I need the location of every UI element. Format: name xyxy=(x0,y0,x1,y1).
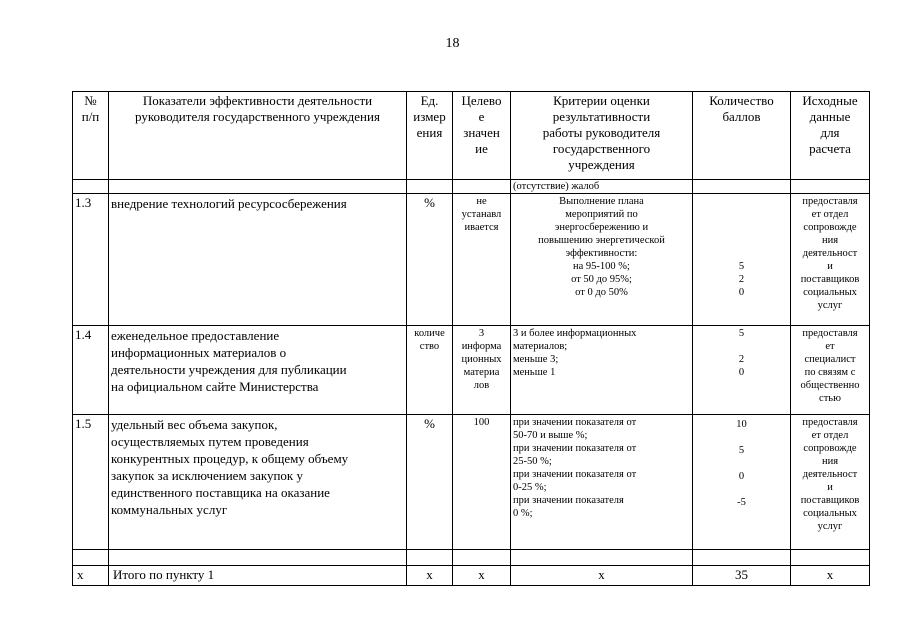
cell-line: поставщиков xyxy=(800,495,860,506)
cell-line: 50-70 и выше %; xyxy=(513,430,588,441)
cell-line: Выполнение плана xyxy=(559,196,644,207)
cell-line: 3 xyxy=(478,328,485,339)
cell-line: ие xyxy=(475,141,488,156)
cell-line: ет xyxy=(825,341,835,352)
cell-line xyxy=(695,340,788,353)
cell-line: информационных материалов о xyxy=(111,345,287,360)
cell-line: Целево xyxy=(461,93,502,108)
cell-line: № xyxy=(84,93,97,108)
row-criteria xyxy=(511,326,693,415)
header-indicator xyxy=(109,92,407,180)
cell-line: при значении показателя от xyxy=(513,443,637,454)
cell-line: мероприятий по xyxy=(565,209,638,220)
row-points xyxy=(693,194,791,326)
header-criteria xyxy=(511,92,693,180)
cell-line: лов xyxy=(473,380,490,391)
total-source: х xyxy=(791,566,870,586)
cell-line: поставщиков xyxy=(800,274,860,285)
total-points: 35 xyxy=(693,566,791,586)
cell-line: ционных xyxy=(461,354,502,365)
cell-line: ство xyxy=(419,341,440,352)
header-row xyxy=(73,92,870,180)
row-unit xyxy=(407,415,453,550)
row-indicator xyxy=(109,194,407,326)
cell-line: 5 xyxy=(738,328,745,339)
cell-line: социальных xyxy=(803,508,857,519)
cell-line: повышению энергетической xyxy=(538,235,665,246)
cell-line xyxy=(695,208,788,221)
row-unit xyxy=(407,326,453,415)
row-target xyxy=(453,194,511,326)
cell-line: 0 xyxy=(738,471,745,482)
row-num: 1.3 xyxy=(73,194,109,326)
row-criteria xyxy=(511,415,693,550)
cell-line: единственного поставщика на оказание xyxy=(111,485,330,500)
cell-line: закупок за исключением закупок у xyxy=(111,468,303,483)
cell-line: и xyxy=(827,261,833,272)
cell-line: ет отдел xyxy=(811,209,849,220)
cell-line: 0 xyxy=(738,287,745,298)
cell-line: 2 xyxy=(738,354,745,365)
cell-line: п/п xyxy=(81,109,100,124)
cell-line: устанавл xyxy=(461,209,502,220)
cell-line: услуг xyxy=(817,521,843,532)
cell-line: 100 xyxy=(473,417,490,428)
cell-line: 0 xyxy=(738,367,745,378)
indicators-table xyxy=(72,91,870,586)
cell-line: деятельност xyxy=(802,248,858,259)
cell-line: социальных xyxy=(803,287,857,298)
cell-line: от 50 до 95%; xyxy=(571,274,632,285)
cell-line: при значении показателя от xyxy=(513,417,637,428)
cell-line: 5 xyxy=(738,445,745,456)
table-row xyxy=(73,415,870,550)
header-target xyxy=(453,92,511,180)
cell-line: по связям с xyxy=(804,367,856,378)
header-points xyxy=(693,92,791,180)
cell-line: 0-25 %; xyxy=(513,482,547,493)
cell-line: специалист xyxy=(804,354,856,365)
total-target: х xyxy=(453,566,511,586)
cell-line: деятельности учреждения для публикации xyxy=(111,362,347,377)
cell-line: услуг xyxy=(817,300,843,311)
cell-line: Ед. xyxy=(420,93,439,108)
cell-line: внедрение технологий ресурсосбережения xyxy=(111,196,347,211)
total-unit: х xyxy=(407,566,453,586)
cell-line: общественно xyxy=(800,380,860,391)
cell-line: 5 xyxy=(738,261,745,272)
continuation-row xyxy=(73,180,870,194)
cell-line: данные xyxy=(809,109,851,124)
row-target xyxy=(453,326,511,415)
cell-line: баллов xyxy=(722,109,761,124)
cell-line: меньше 3; xyxy=(513,354,559,365)
cell-line: энергосбережению и xyxy=(554,222,649,233)
cell-line: е xyxy=(478,109,485,124)
cell-line: на 95-100 %; xyxy=(573,261,630,272)
cell-line: ет отдел xyxy=(811,430,849,441)
cell-line: 3 и более информационных xyxy=(513,328,637,339)
cell-line xyxy=(695,221,788,234)
row-points xyxy=(693,415,791,550)
header-unit xyxy=(407,92,453,180)
row-num: 1.5 xyxy=(73,415,109,550)
page-number: 18 xyxy=(445,36,460,51)
cell-line: не xyxy=(476,196,487,207)
cell-line: осуществляемых путем проведения xyxy=(111,434,309,449)
cell-line: количе xyxy=(414,328,445,339)
cell-line: результативности xyxy=(552,109,651,124)
cell-line: руководителя государственного учреждения xyxy=(135,109,380,124)
cell-line: Исходные xyxy=(802,93,858,108)
cell-line: еженедельное предоставление xyxy=(111,328,280,343)
cell-line: 25-50 %; xyxy=(513,456,552,467)
row-target xyxy=(453,415,511,550)
total-criteria: х xyxy=(511,566,693,586)
row-source xyxy=(791,326,870,415)
cell-line: % xyxy=(424,195,435,210)
row-criteria xyxy=(511,194,693,326)
cell-line: Количество xyxy=(709,93,774,108)
cell-line: учреждения xyxy=(568,157,635,172)
cell-line: при значении показателя от xyxy=(513,469,637,480)
cell-line: ния xyxy=(821,235,839,246)
cell-line: % xyxy=(424,416,435,431)
row-indicator xyxy=(109,326,407,415)
row-num: 1.4 xyxy=(73,326,109,415)
cell-line: удельный вес объема закупок, xyxy=(111,417,278,432)
cell-line: работы руководителя xyxy=(542,125,661,140)
cell-line: сопровожде xyxy=(803,222,857,233)
cell-line: государственного xyxy=(552,141,651,156)
total-num: х xyxy=(73,566,109,586)
cell-line: ивается xyxy=(464,222,499,233)
cell-line: информа xyxy=(461,341,502,352)
header-source xyxy=(791,92,870,180)
spacer-row xyxy=(73,550,870,566)
cell-line: от 0 до 50% xyxy=(575,287,628,298)
row-source xyxy=(791,194,870,326)
cell-line: значен xyxy=(463,125,500,140)
cell-line xyxy=(695,431,788,444)
cell-line: Критерии оценки xyxy=(553,93,650,108)
cell-line: 0 %; xyxy=(513,508,533,519)
cell-line: конкурентных процедур, к общему объему xyxy=(111,451,349,466)
row-indicator xyxy=(109,415,407,550)
row-points xyxy=(693,326,791,415)
cell-line: меньше 1 xyxy=(513,367,556,378)
cell-line: стью xyxy=(819,393,841,404)
total-label: Итого по пункту 1 xyxy=(109,566,407,586)
cell-line: измер xyxy=(413,109,446,124)
row-source xyxy=(791,415,870,550)
cell-line: материалов; xyxy=(513,341,568,352)
continuation-text: (отсутствие) жалоб xyxy=(511,180,693,194)
cell-line: предоставля xyxy=(802,417,858,428)
table-row xyxy=(73,326,870,415)
row-unit xyxy=(407,194,453,326)
cell-line: коммунальных услуг xyxy=(111,502,228,517)
cell-line: для xyxy=(820,125,840,140)
cell-line: и xyxy=(827,482,833,493)
cell-line xyxy=(695,457,788,470)
cell-line: эффективности: xyxy=(565,248,638,259)
cell-line: ния xyxy=(821,456,839,467)
cell-line: ения xyxy=(416,125,443,140)
cell-line: на официальном сайте Министерства xyxy=(111,379,319,394)
cell-line: предоставля xyxy=(802,328,858,339)
cell-line: сопровожде xyxy=(803,443,857,454)
cell-line: предоставля xyxy=(802,196,858,207)
header-num xyxy=(73,92,109,180)
cell-line xyxy=(695,195,788,208)
cell-line xyxy=(695,234,788,247)
table-row xyxy=(73,194,870,326)
cell-line: 2 xyxy=(738,274,745,285)
cell-line: Показатели эффективности деятельности xyxy=(142,93,373,108)
cell-line xyxy=(695,247,788,260)
cell-line: материа xyxy=(463,367,500,378)
cell-line: деятельност xyxy=(802,469,858,480)
cell-line xyxy=(695,483,788,496)
cell-line: -5 xyxy=(737,497,746,508)
cell-line: 10 xyxy=(736,419,747,430)
total-row xyxy=(73,566,870,586)
cell-line: при значении показателя xyxy=(513,495,624,506)
cell-line: расчета xyxy=(809,141,851,156)
